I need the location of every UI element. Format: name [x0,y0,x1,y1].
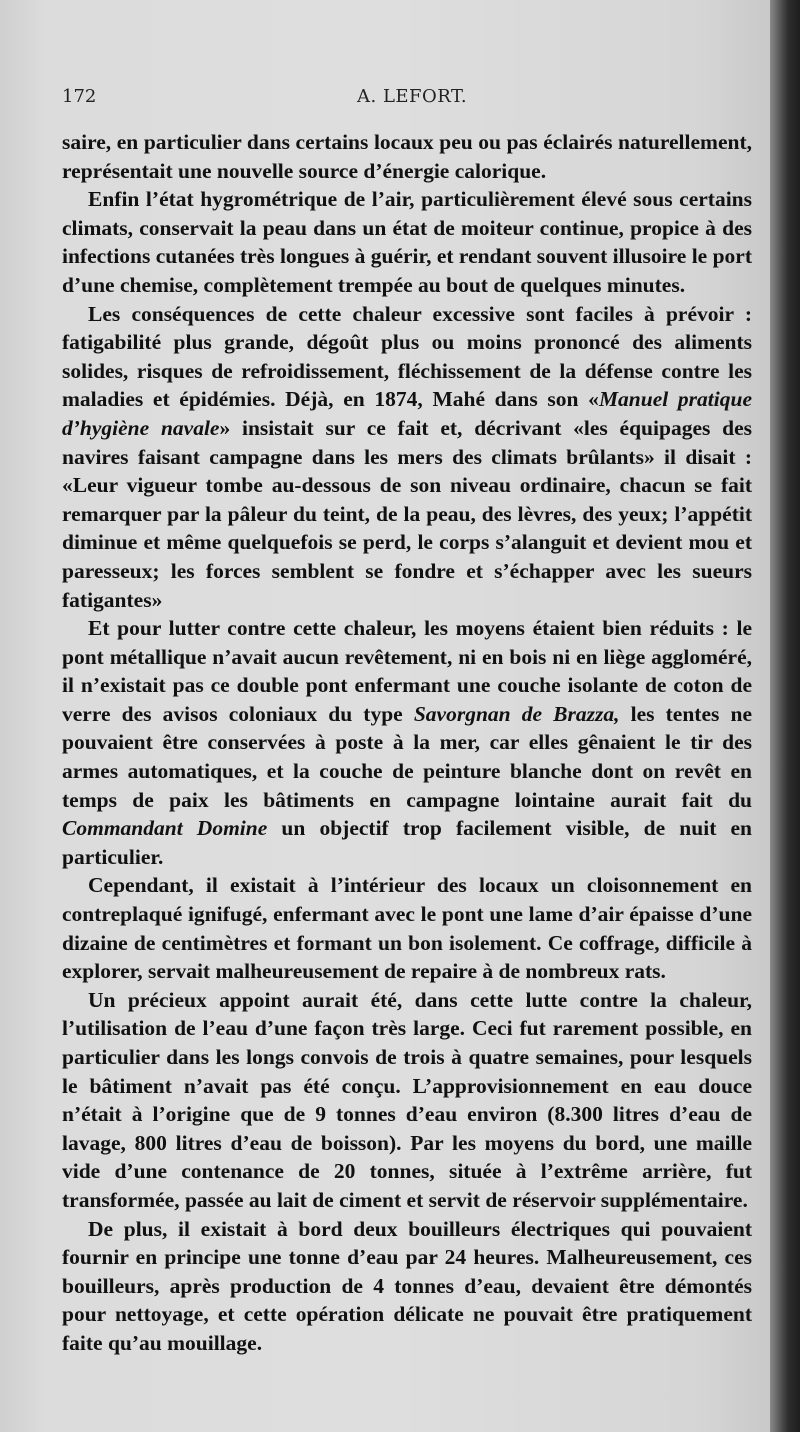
paragraph: Cependant, il existait à l’intérieur des locaux un cloisonnement en contreplaqué ignifugé, enfermant avec le pont une lame d’air épaisse d’une dizaine de centimètres et formant un bon isolement. Ce coffrage, difficile à explorer, servait malheureusement de repaire à de nombreux rats. [62,873,752,984]
paragraph: Et pour lutter contre cette chaleur, les moyens étaient bien réduits : le pont métallique n’avait aucun revêtement, ni en bois ni en liège aggloméré, il n’existait pas ce double pont enfermant une couche isolante de coton de verre des avisos coloniaux du type Savorgnan de Brazza, les tentes ne pouvaient être conservées à poste à la mer, car elles gênaient le tir des armes automatiques, et la couche de peinture blanche dont on revêt en temps de paix les bâtiments en campagne lointaine aurait fait du Commandant Domine un objectif trop facilement visible, de nuit en particulier. [62,616,752,869]
page-number: 172 [62,86,97,107]
running-head: A. LEFORT. [357,86,468,107]
paragraph: Un précieux appoint aurait été, dans cette lutte contre la chaleur, l’utilisation de l’eau d’une façon très large. Ceci fut rarement possible, en particulier dans les longs convois de trois à quatre semaines, pour lesquels le bâtiment n’avait pas été conçu. L’approvisionnement en eau douce n’était à l’origine que de 9 tonnes d’eau environ (8.300 litres d’eau de lavage, 800 litres d’eau de boisson). Par les moyens du bord, une maille vide d’une contenance de 20 tonnes, située à l’extrême arrière, fut transformée, passée au lait de ciment et servit de réservoir supplémentaire. [62,987,752,1212]
page-header [62,86,730,116]
paragraph: saire, en particulier dans certains locaux peu ou pas éclairés naturellement, représentait une nouvelle source d’énergie calorique. [62,130,752,183]
body-text [62,128,752,1358]
paragraph: Les conséquences de cette chaleur excessive sont faciles à prévoir : fatigabilité plus grande, dégoût plus ou moins prononcé des aliments solides, risques de refroidissement, fléchissement de la défense contre les maladies et épidémies. Déjà, en 1874, Mahé dans son «Manuel pratique d’hygiène navale» insistait sur ce fait et, décrivant «les équipages des navires faisant campagne dans les mers des climats brûlants» il disait : «Leur vigueur tombe au-dessous de son niveau ordinaire, chacun se fait remarquer par la pâleur du teint, de la peau, des lèvres, des yeux; l’appétit diminue et même quelquefois se perd, le corps s’alanguit et devient mou et paresseux; les forces semblent se fondre et s’échapper avec les sueurs fatigantes» [62,301,752,612]
ship-name: Savorgnan de Brazza, [413,701,620,726]
book-title: Manuel pratique d’hygiène navale [62,387,752,440]
page-gutter-shadow [770,0,800,1432]
paragraph: Enfin l’état hygrométrique de l’air, particulièrement élevé sous certains climats, conservait la peau dans un état de moiteur continue, propice à des infections cutanées très longues à guérir, et rendant souvent illusoire le port d’une chemise, complètement trempée au bout de quelques minutes. [62,187,752,297]
ship-name: Commandant Domine [62,816,268,841]
paragraph: De plus, il existait à bord deux bouilleurs électriques qui pouvaient fournir en principe une tonne d’eau par 24 heures. Malheureusement, ces bouilleurs, après production de 4 tonnes d’eau, devaient être démontés pour nettoyage, et cette opération délicate ne pouvait être pratiquement faite qu’au mouillage. [62,1216,752,1355]
